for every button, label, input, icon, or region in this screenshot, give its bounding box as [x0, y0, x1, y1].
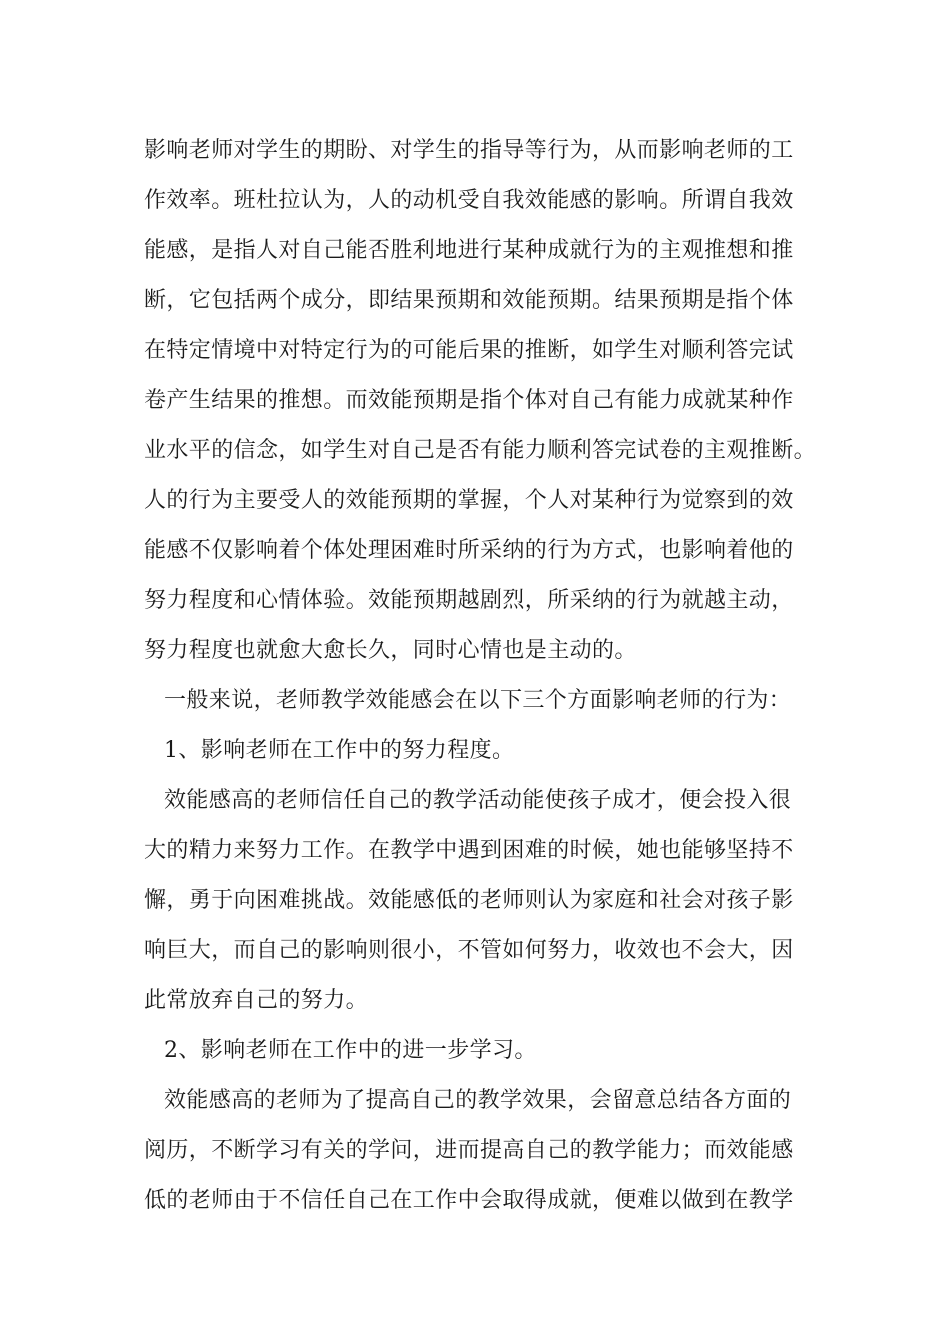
text-line: 努力程度也就愈大愈长久，同时心情也是主动的。 — [144, 638, 637, 663]
text-line: 在特定情境中对特定行为的可能后果的推断，如学生对顺利答完试 — [144, 338, 794, 363]
paragraph-intro: 一般来说，老师教学效能感会在以下三个方面影响老师的行为： — [164, 688, 792, 713]
section-heading-1: 1、影响老师在工作中的努力程度。 — [164, 738, 515, 763]
text-line: 大的精力来努力工作。在教学中遇到困难的时候，她也能够坚持不 — [144, 838, 794, 863]
text-line: 响巨大，而自己的影响则很小，不管如何努力，收效也不会大，因 — [144, 938, 794, 963]
text-line: 效能感高的老师信任自己的教学活动能使孩子成才，便会投入很 — [164, 788, 792, 813]
text-line: 低的老师由于不信任自己在工作中会取得成就，便难以做到在教学 — [144, 1188, 794, 1213]
text-line: 能感，是指人对自己能否胜利地进行某种成就行为的主观推想和推 — [144, 238, 794, 263]
text-line: 能感不仅影响着个体处理困难时所采纳的行为方式，也影响着他的 — [144, 538, 794, 563]
text-line: 效能感高的老师为了提高自己的教学效果，会留意总结各方面的 — [164, 1088, 792, 1113]
text-line: 懈，勇于向困难挑战。效能感低的老师则认为家庭和社会对孩子影 — [144, 888, 794, 913]
text-line: 人的行为主要受人的效能预期的掌握，个人对某种行为觉察到的效 — [144, 488, 794, 513]
text-line: 业水平的信念，如学生对自己是否有能力顺利答完试卷的主观推断。 — [144, 438, 817, 463]
text-line: 努力程度和心情体验。效能预期越剧烈，所采纳的行为就越主动， — [144, 588, 794, 613]
text-line: 此常放弃自己的努力。 — [144, 988, 369, 1013]
text-line: 断，它包括两个成分，即结果预期和效能预期。结果预期是指个体 — [144, 288, 794, 313]
text-line: 作效率。班杜拉认为，人的动机受自我效能感的影响。所谓自我效 — [144, 188, 794, 213]
section-heading-2: 2、影响老师在工作中的进一步学习。 — [164, 1038, 537, 1063]
text-line: 阅历，不断学习有关的学问，进而提高自己的教学能力；而效能感 — [144, 1138, 794, 1163]
text-line: 影响老师对学生的期盼、对学生的指导等行为，从而影响老师的工 — [144, 138, 794, 163]
text-line: 卷产生结果的推想。而效能预期是指个体对自己有能力成就某种作 — [144, 388, 794, 413]
